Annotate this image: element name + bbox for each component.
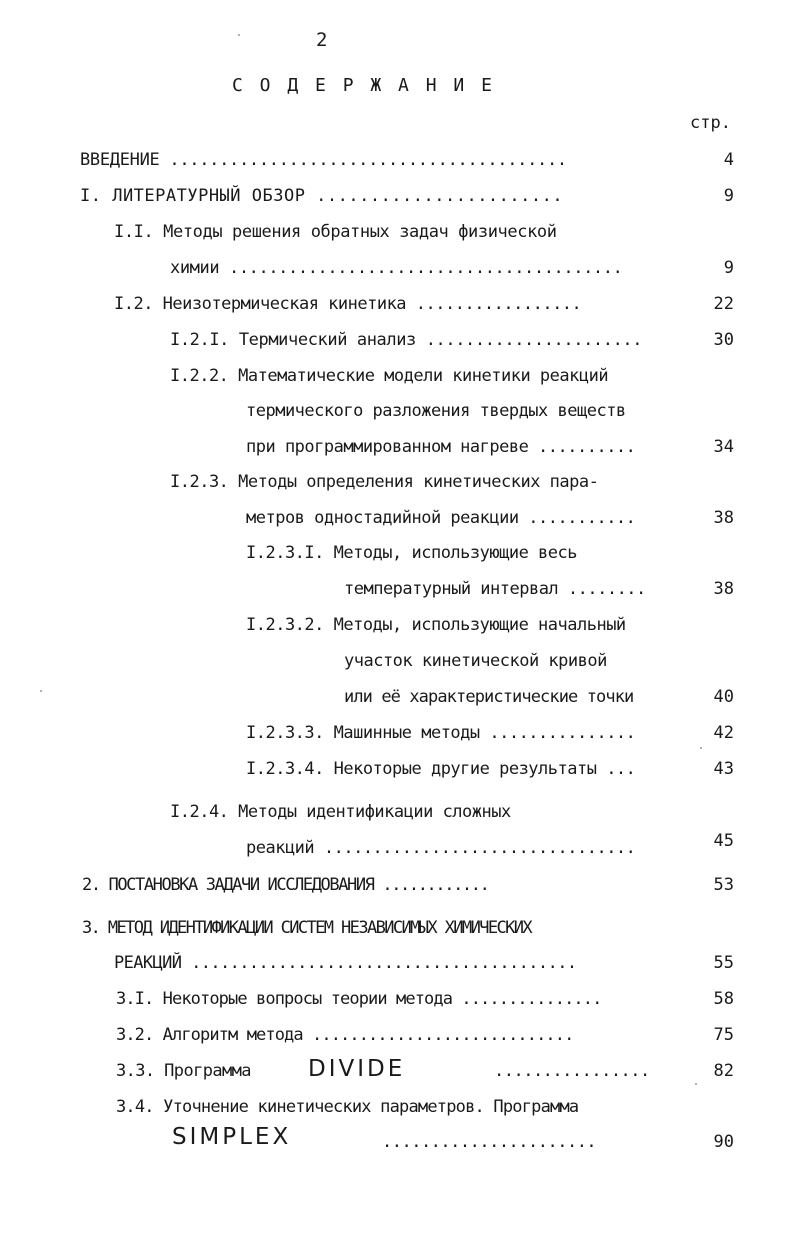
toc-line: I.2.3.I. Методы, использующие весь [246,543,577,563]
toc-line: 3.3. Программа [116,1061,251,1081]
page-column-label: стр. [690,113,731,133]
toc-page: 53 [713,875,734,895]
toc-page: 42 [713,723,734,743]
program-name-simplex: SIMPLEX [172,1124,292,1150]
toc-line: I.2.3.2. Методы, использующие начальный [246,615,626,635]
toc-line: РЕАКЦИЙ ........................................ [114,953,577,973]
toc-page: 82 [713,1061,734,1081]
toc-line: при программированном нагреве .......... [246,437,636,457]
toc-page: 4 [723,150,734,170]
toc-page: 40 [713,687,734,707]
toc-page: 90 [713,1132,734,1152]
toc-page: 30 [713,330,734,350]
program-name-divide: DIVIDE [308,1056,406,1082]
document-title: С О Д Е Р Ж А Н И Е [232,75,495,96]
toc-line: I.2.I. Термический анализ ...................... [170,330,643,350]
toc-line: термического разложения твердых веществ [246,401,626,421]
toc-page: 22 [713,294,734,314]
toc-line: I.2.3.3. Машинные методы ............... [246,723,636,743]
toc-page: 43 [713,759,734,779]
toc-line: I.I. Методы решения обратных задач физической [114,222,557,242]
toc-line: реакций ................................ [246,838,636,858]
toc-line: 3. МЕТОД ИДЕНТИФИКАЦИИ СИСТЕМ НЕЗАВИСИМЫХ ХИМИЧЕСКИХ [82,918,532,938]
toc-line: метров одностадийной реакции ........... [246,508,636,528]
scan-speck [40,690,42,692]
toc-line: 3.I. Некоторые вопросы теории метода ............... [116,989,602,1009]
toc-page: 34 [713,437,734,457]
toc-line: I.2.4. Методы идентификации сложных [170,802,511,822]
scan-speck [238,34,240,36]
toc-leader: ................ [494,1061,650,1081]
toc-page: 9 [723,186,734,206]
toc-line: участок кинетической кривой [344,651,607,671]
page-number: 2 [316,29,328,51]
toc-page: 58 [713,989,734,1009]
toc-line: I.2.2. Математические модели кинетики реакций [170,366,609,386]
toc-page: 45 [713,831,734,851]
toc-leader: ...................... [382,1132,597,1152]
toc-line: I. ЛИТЕРАТУРНЫЙ ОБЗОР ....................... [80,186,564,206]
toc-page: 9 [723,258,734,278]
toc-line: I.2.3.4. Некоторые другие результаты ... [246,759,636,779]
toc-page: 38 [713,508,734,528]
toc-page: 38 [713,579,734,599]
toc-line: ВВЕДЕНИЕ ........................................ [80,150,567,170]
toc-page: 75 [713,1025,734,1045]
toc-line: или её характеристические точки [344,687,634,707]
toc-line: 2. ПОСТАНОВКА ЗАДАЧИ ИССЛЕДОВАНИЯ ............ [82,875,489,895]
toc-line: 3.2. Алгоритм метода ............................ [116,1025,574,1045]
toc-line: температурный интервал ........ [344,579,646,599]
toc-line: I.2. Неизотермическая кинетика ................. [114,294,582,314]
toc-page: 55 [713,953,734,973]
scan-speck [700,747,702,749]
toc-line: I.2.3. Методы определения кинетических пара- [170,472,599,492]
scan-speck [695,1083,697,1085]
toc-line: химии ........................................ [170,258,623,278]
toc-line: 3.4. Уточнение кинетических параметров. Программа [116,1097,579,1117]
